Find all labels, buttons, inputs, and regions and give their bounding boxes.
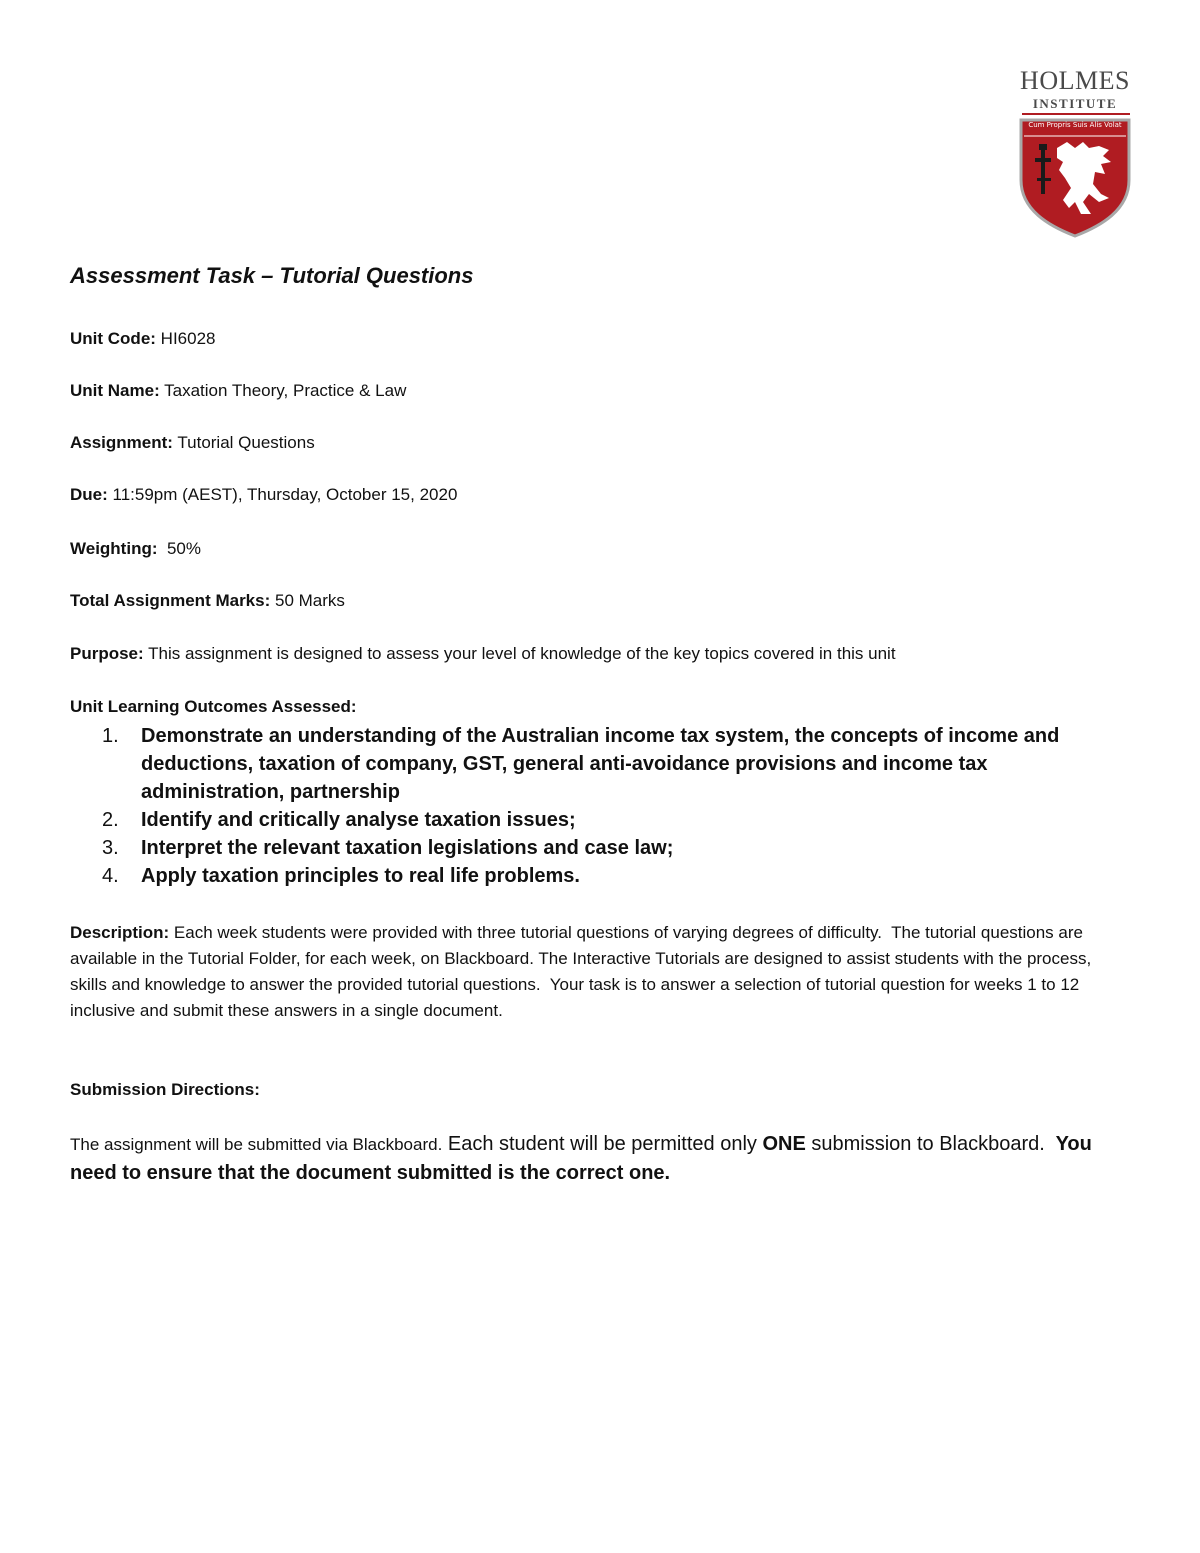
submission-text-1: The assignment will be submitted via Blackboard. — [70, 1135, 443, 1154]
purpose-value: This assignment is designed to assess your level of knowledge of the key topics covered in this unit — [143, 644, 896, 663]
institute-logo — [1016, 68, 1134, 238]
list-item-number: 4. — [102, 865, 119, 887]
description-paragraph — [70, 920, 1125, 1024]
total-marks-label: Total Assignment Marks: — [70, 591, 271, 610]
weighting-field — [70, 538, 201, 560]
griffin-shield-icon — [1019, 118, 1131, 238]
assignment-label: Assignment: — [70, 433, 173, 452]
submission-text-4: submission to Blackboard. — [805, 1133, 1045, 1155]
submission-text-2: Each student will be permitted only — [442, 1133, 763, 1155]
list-item — [102, 862, 1092, 890]
weighting-label: Weighting: — [70, 539, 158, 558]
list-item-text: Apply taxation principles to real life problems. — [141, 865, 580, 887]
assignment-field — [70, 432, 315, 454]
total-marks-field — [70, 590, 345, 612]
submission-text-one: ONE — [762, 1133, 806, 1155]
unit-code-value: HI6028 — [155, 329, 216, 348]
due-value: 11:59pm (AEST), Thursday, October 15, 2020 — [107, 485, 458, 504]
list-item — [102, 834, 1092, 862]
submission-heading-label: Submission Directions: — [70, 1080, 260, 1099]
purpose-label: Purpose: — [70, 644, 144, 663]
unit-code-label: Unit Code: — [70, 329, 156, 348]
list-item-text: Demonstrate an understanding of the Australian income tax system, the concepts of income and deductions, taxation of company, GST, general anti-avoidance provisions and income tax administration, partnership — [141, 725, 1060, 803]
logo-wordmark: HOLMES — [1020, 66, 1130, 95]
assignment-value: Tutorial Questions — [172, 433, 315, 452]
unit-name-value: Taxation Theory, Practice & Law — [159, 381, 407, 400]
list-item-text: Interpret the relevant taxation legislations and case law; — [141, 837, 674, 859]
unit-name-label: Unit Name: — [70, 381, 160, 400]
submission-heading — [70, 1079, 260, 1101]
list-item-number: 2. — [102, 809, 119, 831]
total-marks-value: 50 Marks — [270, 591, 345, 610]
outcomes-heading-label: Unit Learning Outcomes Assessed: — [70, 697, 357, 716]
submission-text-5: You need to ensure that the document submitted is the correct one. — [70, 1133, 1098, 1184]
list-item — [102, 806, 1092, 834]
list-item — [102, 722, 1092, 806]
outcomes-heading — [70, 696, 357, 718]
logo-subtitle: INSTITUTE — [1032, 96, 1118, 111]
list-item-number: 1. — [102, 725, 119, 747]
list-item-text: Identify and critically analyse taxation issues; — [141, 809, 576, 831]
submission-paragraph — [70, 1130, 1130, 1188]
description-text: Each week students were provided with three tutorial questions of varying degrees of difficulty. The tutorial questions are available in the Tutorial Folder, for each week, on Blackboard. The Interactive Tutorials are designed to assist students with the process, skills and knowledge to answer the provided tutorial questions. Your task is to answer a selection of tutorial question for weeks 1 to 12 inclusive and submit these answers in a single document. — [70, 923, 1096, 1020]
unit-name-field — [70, 380, 406, 402]
page-title: Assessment Task – Tutorial Questions — [70, 263, 474, 288]
weighting-value: 50% — [157, 539, 201, 558]
description-label: Description: — [70, 923, 170, 942]
logo-motto: Cum Propris Suis Alis Volat — [1028, 121, 1122, 129]
outcomes-list — [102, 722, 1092, 890]
logo-divider — [1022, 113, 1130, 115]
due-field — [70, 484, 457, 506]
due-label: Due: — [70, 485, 108, 504]
list-item-number: 3. — [102, 837, 119, 859]
purpose-field — [70, 643, 896, 665]
unit-code-field — [70, 328, 215, 350]
